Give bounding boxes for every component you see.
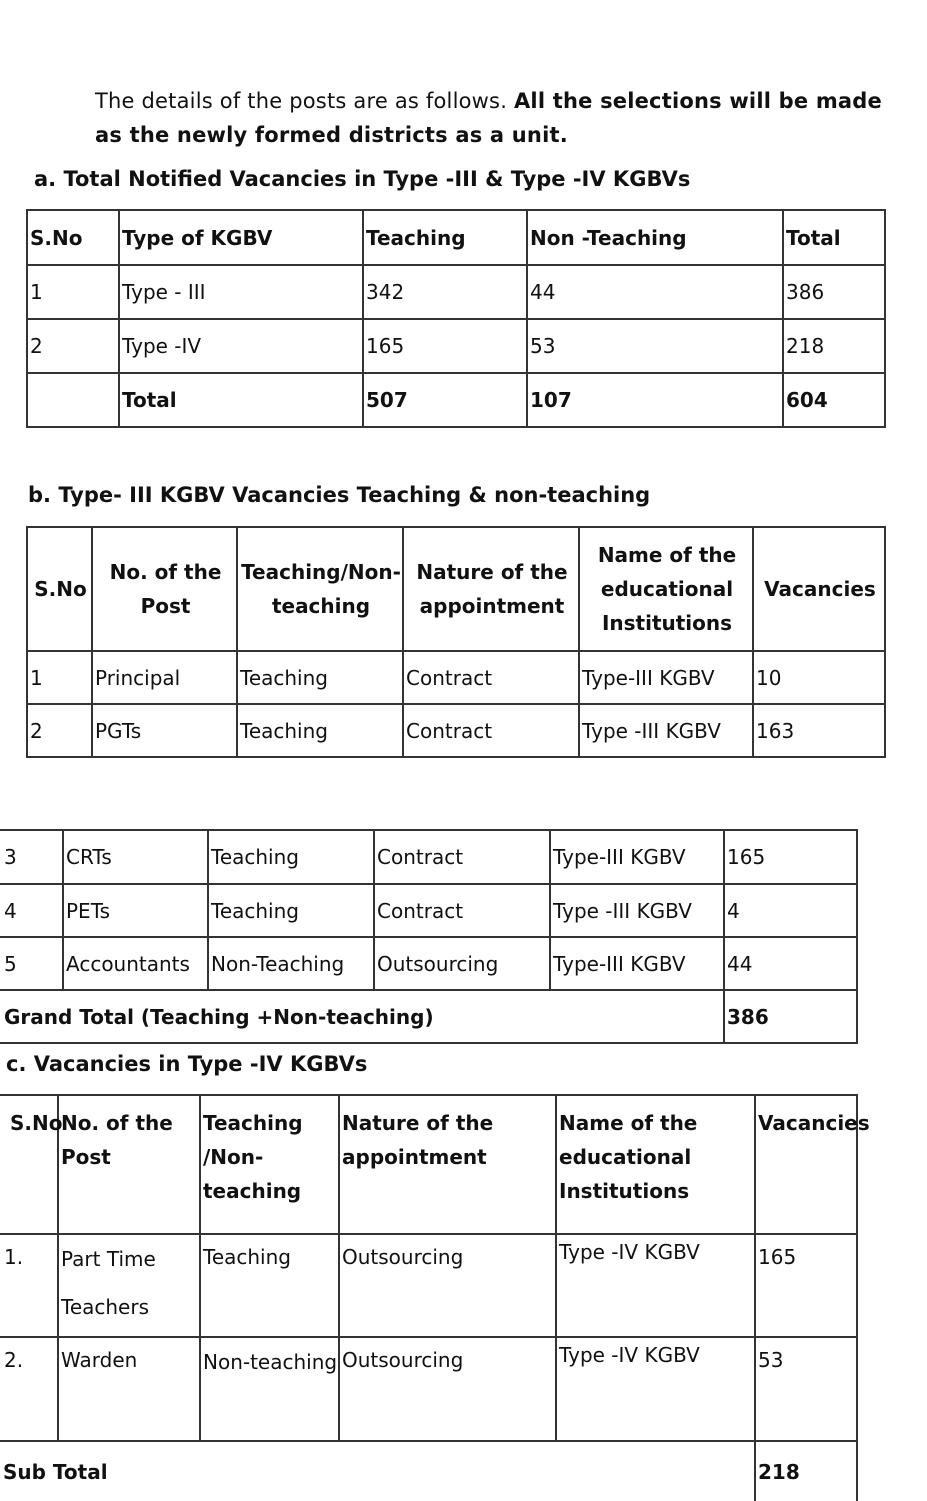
table-cell: 44: [527, 265, 783, 319]
header-cell: Teaching /Non-teaching: [200, 1095, 339, 1234]
table-cell: Teaching: [208, 884, 374, 937]
table-cell: Contract: [374, 884, 550, 937]
table-cell: 604: [783, 373, 885, 427]
table-cell: PGTs: [92, 704, 237, 757]
table-cell: 1: [27, 265, 119, 319]
table-cell: 4: [0, 884, 63, 937]
header-cell: Nature of the appointment: [339, 1095, 556, 1234]
table-cell: 507: [363, 373, 527, 427]
header-cell: S.No: [27, 210, 119, 265]
table-cell: 2.: [0, 1337, 58, 1441]
total-row: [27, 373, 885, 427]
table-cell: Principal: [92, 651, 237, 704]
header-cell: Vacancies: [753, 527, 885, 651]
table-cell: Outsourcing: [339, 1337, 556, 1441]
table-cell: 165: [755, 1234, 857, 1337]
table-cell: 53: [755, 1337, 857, 1441]
table-cell: Teaching: [237, 704, 403, 757]
table-cell: 165: [724, 830, 857, 884]
table-cell: Outsourcing: [374, 937, 550, 990]
header-cell: No. of the Post: [58, 1095, 200, 1234]
table-cell: Non-Teaching: [208, 937, 374, 990]
table-header-row: [27, 527, 885, 651]
table-cell: Type-III KGBV: [550, 830, 724, 884]
table-cell: Type-III KGBV: [579, 651, 753, 704]
table-cell: Total: [119, 373, 363, 427]
table-cell: 165: [363, 319, 527, 373]
header-cell: Vacancies: [755, 1095, 857, 1234]
grand-total-value: 386: [724, 990, 857, 1043]
table-a: [26, 209, 886, 428]
table-header-row: [0, 1095, 857, 1234]
table-cell: 3: [0, 830, 63, 884]
header-cell: Non -Teaching: [527, 210, 783, 265]
table-row: [0, 884, 857, 937]
sub-total-label: Sub Total: [0, 1441, 755, 1501]
table-cell: CRTs: [63, 830, 208, 884]
header-cell: Total: [783, 210, 885, 265]
section-b-heading: b. Type- III KGBV Vacancies Teaching & non-teaching: [28, 483, 651, 507]
table-cell: Type -IV: [119, 319, 363, 373]
table-cell: PETs: [63, 884, 208, 937]
table-row: [0, 1337, 857, 1441]
table-row: [27, 265, 885, 319]
table-cell: 10: [753, 651, 885, 704]
table-cell: 342: [363, 265, 527, 319]
table-row: [27, 319, 885, 373]
section-a-heading: a. Total Notified Vacancies in Type -III & Type -IV KGBVs: [34, 167, 691, 191]
header-cell: Teaching: [363, 210, 527, 265]
table-cell: 2: [27, 319, 119, 373]
table-cell: Teaching: [200, 1234, 339, 1337]
header-cell: Teaching/Non-teaching: [237, 527, 403, 651]
grand-total-label: Grand Total (Teaching +Non-teaching): [0, 990, 724, 1043]
table-c: [0, 1094, 870, 1501]
table-cell: 4: [724, 884, 857, 937]
table-cell: 1: [27, 651, 92, 704]
table-cell: 218: [783, 319, 885, 373]
table-cell: Type - III: [119, 265, 363, 319]
table-cell: Type -III KGBV: [550, 884, 724, 937]
table-cell: 44: [724, 937, 857, 990]
table-cell: Contract: [403, 704, 579, 757]
table-cell: 2: [27, 704, 92, 757]
table-cell: Type-III KGBV: [550, 937, 724, 990]
table-cell: 1.: [0, 1234, 58, 1337]
table-cell: [27, 373, 119, 427]
table-cell: Warden: [58, 1337, 200, 1441]
table-cell: Contract: [374, 830, 550, 884]
header-cell: Name of the educational Institutions: [579, 527, 753, 651]
grand-total-row: [0, 990, 857, 1043]
table-cell: Type -IV KGBV: [556, 1337, 755, 1441]
table-cell: Teaching: [237, 651, 403, 704]
sub-total-row: [0, 1441, 857, 1501]
header-cell: Type of KGBV: [119, 210, 363, 265]
section-c-heading: c. Vacancies in Type -IV KGBVs: [6, 1052, 368, 1076]
header-cell: S.No: [0, 1095, 58, 1234]
intro-bold-text: All the selections will be made as the newly formed districts as a unit.: [95, 89, 882, 147]
table-b: [26, 526, 886, 758]
header-cell: Nature of the appointment: [403, 527, 579, 651]
table-b-continued: [0, 829, 858, 1044]
table-cell: Part Time Teachers: [58, 1234, 200, 1337]
table-cell: 5: [0, 937, 63, 990]
table-cell: 386: [783, 265, 885, 319]
table-cell: 53: [527, 319, 783, 373]
header-cell: No. of the Post: [92, 527, 237, 651]
table-cell: Non-teaching: [200, 1337, 339, 1441]
table-cell: Contract: [403, 651, 579, 704]
table-cell: Teaching: [208, 830, 374, 884]
table-row: [0, 1234, 857, 1337]
table-cell: Type -IV KGBV: [556, 1234, 755, 1337]
header-cell: S.No: [27, 527, 92, 651]
intro-text: The details of the posts are as follows.: [95, 89, 508, 113]
table-row: [27, 651, 885, 704]
intro-paragraph: [95, 84, 895, 152]
header-cell: Name of the educational Institutions: [556, 1095, 755, 1234]
table-cell: 107: [527, 373, 783, 427]
table-row: [0, 937, 857, 990]
table-cell: Accountants: [63, 937, 208, 990]
table-cell: Type -III KGBV: [579, 704, 753, 757]
sub-total-value: 218: [755, 1441, 857, 1501]
table-row: [0, 830, 857, 884]
table-header-row: [27, 210, 885, 265]
table-row: [27, 704, 885, 757]
table-cell: Outsourcing: [339, 1234, 556, 1337]
table-cell: 163: [753, 704, 885, 757]
